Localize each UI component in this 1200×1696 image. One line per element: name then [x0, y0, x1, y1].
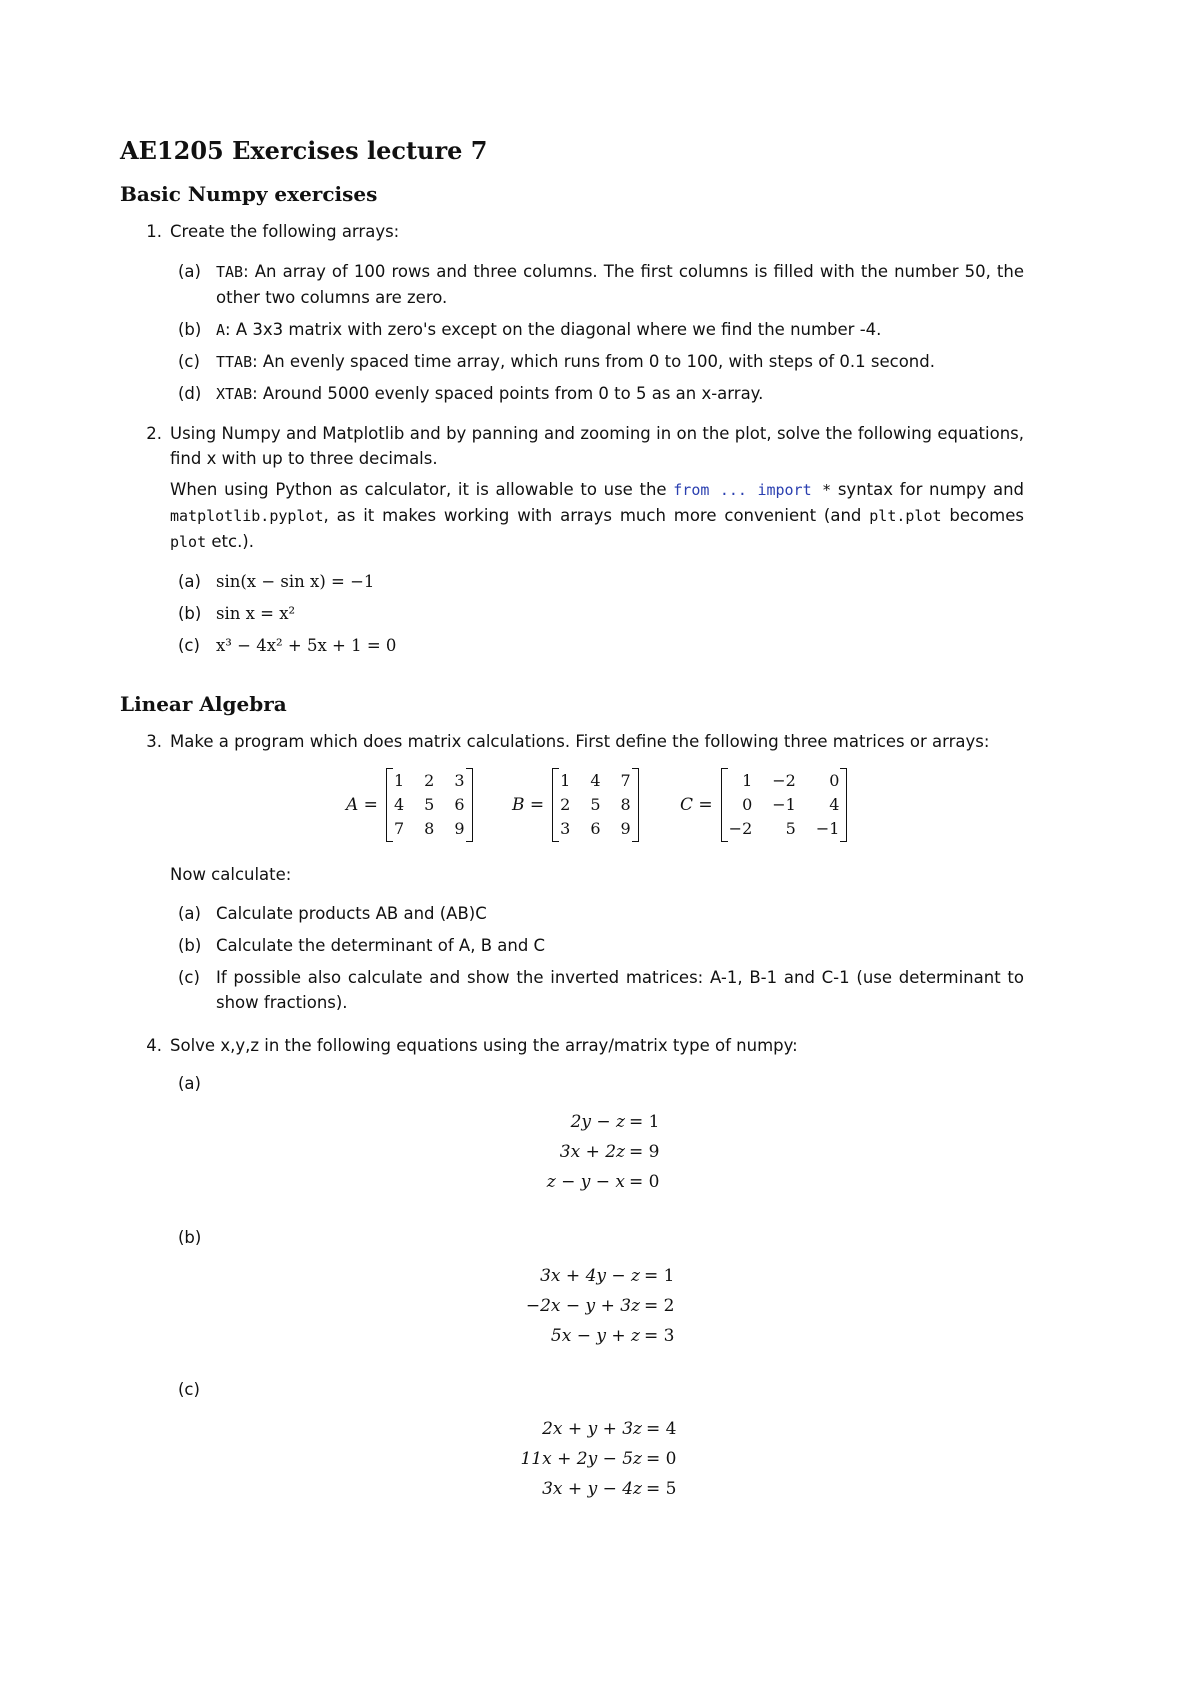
- matrix-cell: 7: [620, 771, 631, 790]
- code-span: TTAB: [216, 353, 253, 371]
- equation-lhs: 3x + 2z: [559, 1142, 625, 1162]
- item-text: : An evenly spaced time array, which runs from 0 to 100, with steps of 0.1 second.: [252, 352, 935, 371]
- section-heading-linalg: Linear Algebra: [120, 692, 287, 716]
- equation-lhs: −2x − y + 3z: [525, 1296, 640, 1316]
- matrix-cell: 6: [590, 819, 601, 838]
- matrix-cell: 3: [454, 771, 465, 790]
- exercise-text: Make a program which does matrix calculations. First define the following three matrices or arrays:: [170, 732, 990, 751]
- equation-lhs: 2x + y + 3z: [542, 1419, 642, 1439]
- matrix-cell: 4: [590, 771, 601, 790]
- item-text: : A 3x3 matrix with zero's except on the diagonal where we find the number -4.: [225, 320, 882, 339]
- equation-rhs: = 2: [644, 1296, 675, 1316]
- matrix-bracket: [721, 768, 848, 842]
- code-span: plot: [170, 533, 207, 551]
- exercise-text: Using Numpy and Matplotlib and by panning and zooming in on the plot, solve the following equations, find x with up to three decimals.: [170, 424, 1024, 468]
- exercise-number: 1.: [146, 222, 162, 241]
- section-heading-numpy: Basic Numpy exercises: [120, 182, 378, 206]
- code-span: matplotlib.pyplot: [170, 507, 324, 525]
- item-label: (a): [178, 1074, 201, 1093]
- exercise-text: Solve x,y,z in the following equations using the array/matrix type of numpy:: [170, 1036, 798, 1055]
- matrix-cell: 8: [424, 819, 435, 838]
- equation-lhs: 3x + 4y − z: [540, 1266, 640, 1286]
- matrix-bracket: [552, 768, 639, 842]
- matrix-cell: 0: [829, 771, 840, 790]
- item-label: (d): [178, 384, 202, 403]
- exercise-text: Create the following arrays:: [170, 222, 400, 241]
- item-label: (b): [178, 1228, 202, 1247]
- item-label: (a): [178, 904, 201, 923]
- note-text: , as it makes working with arrays much more convenient (and: [323, 506, 870, 525]
- note-text: etc.).: [206, 532, 254, 551]
- item-label: (c): [178, 352, 200, 371]
- equation-rhs: = 5: [646, 1479, 677, 1499]
- code-keyword: import: [757, 481, 812, 499]
- equation-rhs: = 3: [644, 1326, 675, 1346]
- equation: sin(x − sin x) = −1: [216, 572, 375, 591]
- item-text: : An array of 100 rows and three columns. The first columns is filled with the number 50, the other two columns are zero.: [216, 262, 1024, 307]
- exercise-number: 4.: [146, 1036, 162, 1055]
- item-label: (b): [178, 604, 202, 623]
- matrix-cell: 3: [560, 819, 571, 838]
- matrix-cell: 7: [393, 819, 405, 838]
- list-item: If possible also calculate and show the inverted matrices: A-1, B-1 and C-1 (use determinant to show fractions).: [216, 968, 1024, 1012]
- code-span: XTAB: [216, 385, 253, 403]
- equation-lhs: 2y − z: [570, 1112, 625, 1132]
- item-label: (c): [178, 968, 200, 987]
- matrix-cell: 6: [454, 795, 465, 814]
- equation-lhs: 3x + y − 4z: [542, 1479, 642, 1499]
- matrix-cell: 1: [742, 771, 753, 790]
- exercise-number: 3.: [146, 732, 162, 751]
- list-item: Calculate products AB and (AB)C: [216, 904, 487, 923]
- matrix-cell: 4: [393, 795, 405, 814]
- matrix-cell: 9: [620, 819, 631, 838]
- matrix-cell: 8: [620, 795, 631, 814]
- equation-lhs: 5x − y + z: [550, 1326, 640, 1346]
- matrix-name: B =: [512, 795, 545, 815]
- matrix-cell: 1: [560, 771, 571, 790]
- matrix-name: C =: [680, 795, 713, 815]
- code-span: ...: [709, 481, 758, 499]
- equation-rhs: = 9: [629, 1142, 660, 1162]
- page-title: AE1205 Exercises lecture 7: [120, 136, 488, 165]
- list-item: [216, 317, 1024, 343]
- equation-rhs: = 4: [646, 1419, 677, 1439]
- exercise-text: Now calculate:: [170, 865, 292, 884]
- list-item: Calculate the determinant of A, B and C: [216, 936, 546, 955]
- equation-rhs: = 1: [629, 1112, 660, 1132]
- item-text: : Around 5000 evenly spaced points from 0 to 5 as an x-array.: [252, 384, 764, 403]
- item-label: (a): [178, 572, 201, 591]
- code-span: TAB: [216, 263, 244, 281]
- matrix-bracket: [386, 768, 473, 842]
- list-item: [216, 349, 1024, 375]
- matrix-b: [512, 769, 639, 841]
- equation-rhs: = 1: [644, 1266, 675, 1286]
- matrix-cell: 9: [454, 819, 465, 838]
- matrix-name: A =: [346, 795, 378, 815]
- matrix-cell: 5: [424, 795, 435, 814]
- matrix-cell: −2: [772, 771, 796, 790]
- item-label: (b): [178, 936, 202, 955]
- item-label: (a): [178, 262, 201, 281]
- matrix-cell: 2: [560, 795, 571, 814]
- code-span: *: [811, 481, 832, 499]
- matrix-c: [680, 769, 847, 841]
- item-label: (c): [178, 1380, 200, 1399]
- matrix-cell: −1: [815, 819, 840, 838]
- note-text: syntax for numpy and: [831, 480, 1025, 499]
- list-item: [216, 259, 1024, 310]
- code-span: plt.plot: [869, 507, 942, 525]
- equation-rhs: = 0: [629, 1172, 660, 1192]
- matrix-cell: 5: [785, 819, 796, 838]
- equation: sin x = x²: [216, 604, 296, 623]
- matrix-cell: 5: [590, 795, 601, 814]
- code-span: A: [216, 321, 226, 339]
- equation-lhs: 11x + 2y − 5z: [520, 1449, 642, 1469]
- matrix-cell: 4: [829, 795, 840, 814]
- matrix-cell: 1: [393, 771, 405, 790]
- note-text: When using Python as calculator, it is allowable to use the: [170, 480, 674, 499]
- equation-rhs: = 0: [646, 1449, 677, 1469]
- matrix-cell: −2: [728, 819, 753, 838]
- item-label: (c): [178, 636, 200, 655]
- note-text: becomes: [941, 506, 1024, 525]
- matrix-cell: 2: [424, 771, 435, 790]
- matrix-cell: −1: [772, 795, 796, 814]
- exercise-note: [170, 477, 1024, 555]
- matrix-cell: 0: [742, 795, 753, 814]
- code-keyword: from: [673, 481, 710, 499]
- equation: x³ − 4x² + 5x + 1 = 0: [216, 636, 397, 655]
- list-item: [216, 381, 1024, 407]
- matrix-a: [346, 769, 473, 841]
- exercise-number: 2.: [146, 424, 162, 443]
- item-label: (b): [178, 320, 202, 339]
- equation-lhs: z − y − x: [546, 1172, 625, 1192]
